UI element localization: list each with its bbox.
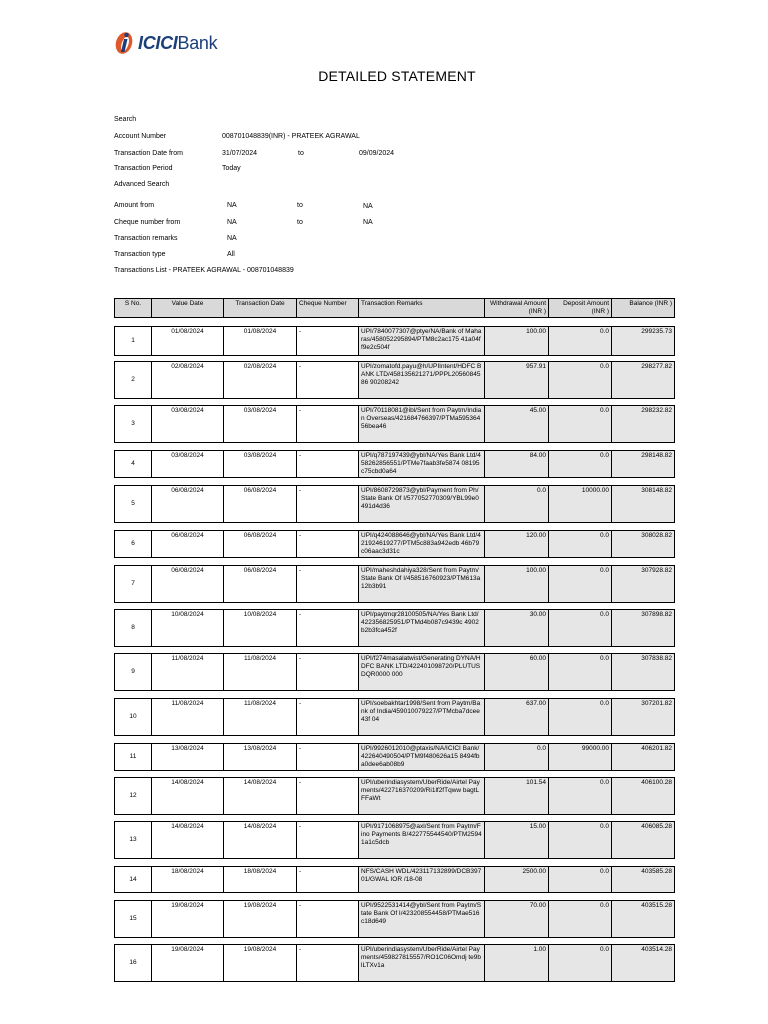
cell-value-date: 06/08/2024 (152, 486, 224, 523)
cell-withdrawal-amount: 0.0 (485, 486, 549, 523)
table-row (114, 743, 675, 771)
date-from-label: Transaction Date from (114, 150, 183, 157)
table-row (114, 821, 675, 859)
search-heading: Search (114, 116, 137, 123)
cell-withdrawal-amount: 84.00 (485, 451, 549, 478)
table-row (114, 485, 675, 523)
cell-value-date: 19/08/2024 (152, 945, 224, 982)
cell-transaction-remarks: UPI/f274masalatwist/Generating DYNA/HDFC BANK LTD/422401098720/PLUTUSDQR0000 000 (359, 654, 485, 691)
cell-deposit-amount: 0.0 (549, 566, 612, 603)
cell-cheque-number: - (297, 406, 359, 443)
cheque-from-value: NA (227, 219, 237, 226)
cell-cheque-number: - (297, 867, 359, 893)
table-row (114, 450, 675, 478)
cell-withdrawal-amount: 2500.00 (485, 867, 549, 893)
cell-deposit-amount: 0.0 (549, 362, 612, 399)
cell-transaction-remarks: UPI/70118081@ibl/Sent from Paytm/Indian Overseas/421684766397/PTMa595364 56bea46 (359, 406, 485, 443)
cell-value-date: 11/08/2024 (152, 654, 224, 691)
cell-balance: 403514.28 (612, 945, 675, 982)
cell-sno: 15 (115, 901, 152, 938)
cell-transaction-remarks: UPI/uberindiasystem/UberRide/Airtel Payments/459827815557/RO1C06Omdj te9blLTXv1a (359, 945, 485, 982)
cell-withdrawal-amount: 60.00 (485, 654, 549, 691)
header-balance: Balance (INR ) (612, 299, 675, 318)
cell-cheque-number: - (297, 945, 359, 982)
date-from-value: 31/07/2024 (222, 150, 258, 157)
cell-balance: 307898.82 (612, 610, 675, 647)
icici-emblem-icon (113, 30, 135, 56)
cell-balance: 308148.82 (612, 486, 675, 523)
cell-withdrawal-amount: 637.00 (485, 699, 549, 736)
table-row (114, 777, 675, 815)
table-row (114, 698, 675, 736)
cell-transaction-remarks: UPI/q424088646@ybl/NA/Yes Bank Ltd/421924619277/PTM5c883a942edb 46b79c06aac3d31c (359, 531, 485, 558)
cell-balance: 307838.82 (612, 654, 675, 691)
cell-sno: 1 (115, 327, 152, 356)
cell-cheque-number: - (297, 778, 359, 815)
cell-transaction-date: 19/08/2024 (224, 945, 297, 982)
cell-sno: 2 (115, 362, 152, 399)
cell-value-date: 01/08/2024 (152, 327, 224, 356)
cell-balance: 299235.73 (612, 327, 675, 356)
table-row (114, 609, 675, 647)
cell-deposit-amount: 0.0 (549, 945, 612, 982)
cell-value-date: 14/08/2024 (152, 822, 224, 859)
cell-value-date: 18/08/2024 (152, 867, 224, 893)
cell-withdrawal-amount: 957.91 (485, 362, 549, 399)
transaction-remarks-value: NA (227, 235, 237, 242)
cell-withdrawal-amount: 15.00 (485, 822, 549, 859)
header-withdrawal-amount: Withdrawal Amount (INR ) (485, 299, 549, 318)
cell-value-date: 02/08/2024 (152, 362, 224, 399)
cell-balance: 307201.82 (612, 699, 675, 736)
cell-balance: 308028.82 (612, 531, 675, 558)
cell-sno: 10 (115, 699, 152, 736)
cell-deposit-amount: 10000.00 (549, 486, 612, 523)
transaction-period-value: Today (222, 165, 241, 172)
table-row (114, 405, 675, 443)
cell-transaction-date: 11/08/2024 (224, 699, 297, 736)
cell-balance: 406085.28 (612, 822, 675, 859)
cell-cheque-number: - (297, 654, 359, 691)
table-row (114, 653, 675, 691)
amount-to-label: to (297, 202, 303, 209)
cell-value-date: 14/08/2024 (152, 778, 224, 815)
date-to-label: to (298, 150, 304, 157)
cell-cheque-number: - (297, 362, 359, 399)
cell-cheque-number: - (297, 327, 359, 356)
amount-from-label: Amount from (114, 202, 155, 209)
cell-withdrawal-amount: 45.00 (485, 406, 549, 443)
cell-transaction-date: 11/08/2024 (224, 654, 297, 691)
cell-sno: 5 (115, 486, 152, 523)
cell-value-date: 06/08/2024 (152, 566, 224, 603)
table-row (114, 944, 675, 982)
cell-cheque-number: - (297, 531, 359, 558)
cell-deposit-amount: 0.0 (549, 699, 612, 736)
cell-sno: 9 (115, 654, 152, 691)
cell-value-date: 13/08/2024 (152, 744, 224, 771)
header-transaction-remarks: Transaction Remarks (359, 299, 485, 318)
header-deposit-amount: Deposit Amount (INR ) (549, 299, 612, 318)
cell-transaction-date: 14/08/2024 (224, 778, 297, 815)
cell-value-date: 06/08/2024 (152, 531, 224, 558)
cell-balance: 406201.82 (612, 744, 675, 771)
cell-withdrawal-amount: 101.54 (485, 778, 549, 815)
cell-transaction-date: 01/08/2024 (224, 327, 297, 356)
cell-balance: 298232.82 (612, 406, 675, 443)
account-number-value: 008701048839(INR) - PRATEEK AGRAWAL (222, 133, 360, 140)
cell-transaction-date: 02/08/2024 (224, 362, 297, 399)
table-row (114, 900, 675, 938)
cell-balance: 298277.82 (612, 362, 675, 399)
cell-sno: 14 (115, 867, 152, 893)
cell-transaction-date: 13/08/2024 (224, 744, 297, 771)
icici-bank-logo (113, 28, 217, 58)
cell-transaction-remarks: UPI/maheshdahiya328/Sent from Paytm/State Bank Of I/458516760923/PTM613a12b3b91 (359, 566, 485, 603)
cell-balance: 298148.82 (612, 451, 675, 478)
cell-balance: 307928.82 (612, 566, 675, 603)
cell-cheque-number: - (297, 566, 359, 603)
transactions-list-label: Transactions List - PRATEEK AGRAWAL - 008701048839 (114, 267, 294, 274)
cell-transaction-remarks: UPI/9171068975@axl/Sent from Paytm/Fino Payments B/422775544540/PTM25941a1c5dcb (359, 822, 485, 859)
header-row (115, 299, 675, 318)
transaction-remarks-label: Transaction remarks (114, 235, 178, 242)
cell-value-date: 03/08/2024 (152, 406, 224, 443)
cell-deposit-amount: 99000.00 (549, 744, 612, 771)
header-value-date: Value Date (152, 299, 224, 318)
header-transaction-date: Transaction Date (224, 299, 297, 318)
cell-sno: 13 (115, 822, 152, 859)
cell-sno: 4 (115, 451, 152, 478)
cell-transaction-date: 06/08/2024 (224, 566, 297, 603)
cell-withdrawal-amount: 30.00 (485, 610, 549, 647)
cell-value-date: 19/08/2024 (152, 901, 224, 938)
cell-value-date: 11/08/2024 (152, 699, 224, 736)
cell-deposit-amount: 0.0 (549, 867, 612, 893)
cheque-to-label: to (297, 219, 303, 226)
cell-cheque-number: - (297, 451, 359, 478)
cell-withdrawal-amount: 70.00 (485, 901, 549, 938)
cell-sno: 3 (115, 406, 152, 443)
cell-balance: 406100.28 (612, 778, 675, 815)
header-sno: S No. (115, 299, 152, 318)
cell-balance: 403515.28 (612, 901, 675, 938)
date-to-value: 09/09/2024 (359, 150, 395, 157)
cell-transaction-date: 06/08/2024 (224, 531, 297, 558)
cell-withdrawal-amount: 100.00 (485, 327, 549, 356)
table-row (114, 361, 675, 399)
cell-cheque-number: - (297, 610, 359, 647)
cell-transaction-date: 19/08/2024 (224, 901, 297, 938)
logo-wordmark: ICICIBank (138, 32, 218, 53)
account-number-label: Account Number (114, 133, 167, 140)
cell-transaction-remarks: UPI/9926012010@ptaxis/NA/ICICI Bank/422640490504/PTM9f480626a15 8494fba0dee6ab08b9 (359, 744, 485, 771)
table-row (114, 326, 675, 356)
cell-withdrawal-amount: 100.00 (485, 566, 549, 603)
cell-deposit-amount: 0.0 (549, 451, 612, 478)
cell-cheque-number: - (297, 822, 359, 859)
header-cheque-number: Cheque Number (297, 299, 359, 318)
cell-deposit-amount: 0.0 (549, 531, 612, 558)
cell-transaction-date: 03/08/2024 (224, 406, 297, 443)
cell-transaction-remarks: UPI/zomatofd.payu@h/UPIIntent/HDFC BANK LTD/458135621271/PPPL2056084586 90208242 (359, 362, 485, 399)
cell-sno: 12 (115, 778, 152, 815)
cell-sno: 8 (115, 610, 152, 647)
cell-value-date: 10/08/2024 (152, 610, 224, 647)
page-title: DETAILED STATEMENT (318, 68, 476, 84)
transaction-type-label: Transaction type (114, 251, 166, 258)
table-row (114, 565, 675, 603)
amount-to-value: NA (363, 203, 373, 210)
cell-deposit-amount: 0.0 (549, 901, 612, 938)
cell-withdrawal-amount: 1.00 (485, 945, 549, 982)
cell-transaction-date: 03/08/2024 (224, 451, 297, 478)
cell-deposit-amount: 0.0 (549, 778, 612, 815)
cell-cheque-number: - (297, 699, 359, 736)
cheque-number-label: Cheque number from (114, 219, 181, 226)
cell-deposit-amount: 0.0 (549, 822, 612, 859)
cell-transaction-remarks: UPI/8608729873@ybl/Payment from Ph/State Bank Of I/577052770309/YBL99e0491d4d36 (359, 486, 485, 523)
cell-cheque-number: - (297, 901, 359, 938)
cell-deposit-amount: 0.0 (549, 406, 612, 443)
table-row (114, 866, 675, 893)
cell-transaction-date: 18/08/2024 (224, 867, 297, 893)
transaction-type-value: All (227, 251, 235, 258)
cell-cheque-number: - (297, 486, 359, 523)
amount-from-value: NA (227, 202, 237, 209)
cell-withdrawal-amount: 0.0 (485, 744, 549, 771)
cell-transaction-remarks: UPI/7840077307@ptye/NA/Bank of Maharas/458052295894/PTM8c2ac175 41a04ff9e2c504f (359, 327, 485, 356)
cell-transaction-remarks: UPI/paytmqr28100505/NA/Yes Bank Ltd/422356825951/PTMd4b087c9439c 4902b2b3fca452f (359, 610, 485, 647)
cell-deposit-amount: 0.0 (549, 654, 612, 691)
cell-transaction-date: 10/08/2024 (224, 610, 297, 647)
cell-transaction-date: 06/08/2024 (224, 486, 297, 523)
cell-transaction-remarks: UPI/soebakhtar1998/Sent from Paytm/Bank of India/459010079227/PTMcba7dcee43f 04 (359, 699, 485, 736)
cell-sno: 7 (115, 566, 152, 603)
cell-balance: 403585.28 (612, 867, 675, 893)
cell-sno: 11 (115, 744, 152, 771)
cell-transaction-date: 14/08/2024 (224, 822, 297, 859)
cheque-to-value: NA (363, 219, 373, 226)
cell-sno: 6 (115, 531, 152, 558)
cell-sno: 16 (115, 945, 152, 982)
cell-deposit-amount: 0.0 (549, 610, 612, 647)
table-row (114, 530, 675, 558)
cell-value-date: 03/08/2024 (152, 451, 224, 478)
advanced-search-label: Advanced Search (114, 181, 170, 188)
cell-transaction-remarks: UPI/9522531414@ybl/Sent from Paytm/State Bank Of I/423208554458/PTMae516c18d649 (359, 901, 485, 938)
cell-transaction-remarks: NFS/CASH WDL/423117132899/DCB39701/GWAL IOR /18-08 (359, 867, 485, 893)
cell-transaction-remarks: UPI/q787197439@ybl/NA/Yes Bank Ltd/458262856551/PTMe7faab3fe5874 08195c75cbd0a64 (359, 451, 485, 478)
transaction-period-label: Transaction Period (114, 165, 173, 172)
cell-withdrawal-amount: 120.00 (485, 531, 549, 558)
transactions-table-header (114, 298, 675, 318)
cell-transaction-remarks: UPI/uberindiasystem/UberRide/Airtel Payments/422716370209/Ri1lf2fTqww bagtLFFaWt (359, 778, 485, 815)
cell-cheque-number: - (297, 744, 359, 771)
cell-deposit-amount: 0.0 (549, 327, 612, 356)
